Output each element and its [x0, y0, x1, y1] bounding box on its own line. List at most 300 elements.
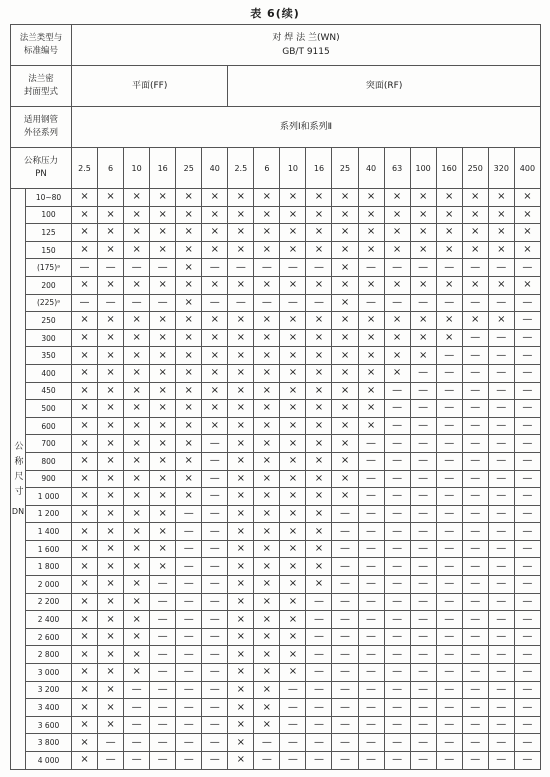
availability-mark: × — [72, 382, 98, 400]
availability-mark: × — [150, 400, 176, 418]
availability-mark: × — [254, 505, 280, 523]
availability-mark: × — [228, 611, 254, 629]
availability-mark: × — [124, 593, 150, 611]
availability-mark: — — [488, 435, 514, 453]
availability-mark: × — [384, 364, 410, 382]
availability-mark: — — [202, 505, 228, 523]
availability-mark: — — [332, 681, 358, 699]
availability-mark: — — [462, 716, 488, 734]
availability-mark: × — [176, 259, 202, 277]
availability-mark: — — [176, 611, 202, 629]
table-row — [11, 628, 541, 646]
pressure-rating-rf: 6 — [254, 148, 280, 189]
availability-mark: — — [124, 699, 150, 717]
availability-mark: — — [384, 611, 410, 629]
availability-mark: × — [228, 417, 254, 435]
availability-mark: × — [332, 452, 358, 470]
availability-mark: — — [150, 681, 176, 699]
availability-mark: — — [488, 646, 514, 664]
availability-mark: × — [332, 329, 358, 347]
availability-mark: × — [124, 276, 150, 294]
availability-mark: — — [150, 752, 176, 770]
table-row — [11, 611, 541, 629]
availability-mark: — — [176, 734, 202, 752]
availability-mark: — — [202, 558, 228, 576]
availability-mark: × — [124, 312, 150, 330]
availability-mark: × — [202, 329, 228, 347]
availability-mark: — — [514, 681, 540, 699]
availability-mark: × — [176, 488, 202, 506]
availability-mark: — — [462, 259, 488, 277]
availability-mark: × — [306, 224, 332, 242]
availability-mark: × — [280, 488, 306, 506]
availability-mark: × — [98, 593, 124, 611]
availability-mark: — — [462, 488, 488, 506]
availability-mark: — — [176, 558, 202, 576]
availability-mark: × — [202, 241, 228, 259]
availability-mark: × — [254, 611, 280, 629]
availability-mark: × — [98, 329, 124, 347]
nominal-size-cell: 700 — [26, 435, 72, 453]
availability-mark: × — [98, 628, 124, 646]
availability-mark: — — [488, 470, 514, 488]
nominal-size-cell: 1 200 — [26, 505, 72, 523]
availability-mark: — — [514, 540, 540, 558]
availability-mark: × — [358, 329, 384, 347]
availability-mark: — — [462, 382, 488, 400]
availability-mark: × — [280, 382, 306, 400]
pipe-series-value: 系列Ⅰ和系列Ⅱ — [72, 107, 541, 148]
pressure-rating-ff: 25 — [176, 148, 202, 189]
availability-mark: — — [410, 470, 436, 488]
availability-mark: × — [228, 435, 254, 453]
nominal-size-cell: 3 800 — [26, 734, 72, 752]
availability-mark: × — [332, 435, 358, 453]
availability-mark: × — [514, 189, 540, 207]
availability-mark: — — [124, 752, 150, 770]
availability-mark: × — [332, 276, 358, 294]
availability-mark: × — [228, 241, 254, 259]
availability-mark: — — [436, 699, 462, 717]
nominal-size-cell: 100 — [26, 206, 72, 224]
availability-mark: × — [280, 470, 306, 488]
availability-mark: — — [150, 259, 176, 277]
availability-mark: — — [462, 734, 488, 752]
availability-mark: × — [436, 312, 462, 330]
availability-mark: — — [462, 752, 488, 770]
availability-mark: — — [150, 593, 176, 611]
availability-mark: — — [410, 364, 436, 382]
availability-mark: — — [514, 734, 540, 752]
availability-mark: — — [488, 364, 514, 382]
availability-mark: × — [332, 189, 358, 207]
availability-mark: × — [72, 611, 98, 629]
availability-mark: × — [462, 312, 488, 330]
availability-mark: × — [384, 206, 410, 224]
availability-mark: × — [98, 646, 124, 664]
availability-mark: × — [332, 206, 358, 224]
availability-mark: × — [306, 347, 332, 365]
availability-mark: — — [410, 452, 436, 470]
availability-mark: × — [306, 312, 332, 330]
availability-mark: × — [98, 241, 124, 259]
availability-mark: × — [98, 681, 124, 699]
availability-mark: × — [254, 241, 280, 259]
availability-mark: × — [280, 276, 306, 294]
header-row-pressure — [11, 148, 541, 189]
table-row — [11, 400, 541, 418]
availability-mark: × — [124, 628, 150, 646]
pipe-series-label: 适用钢管 外径系列 — [11, 107, 72, 148]
availability-mark: — — [306, 664, 332, 682]
availability-mark: — — [124, 259, 150, 277]
availability-mark: × — [72, 576, 98, 594]
availability-mark: — — [358, 470, 384, 488]
availability-mark: × — [202, 189, 228, 207]
availability-mark: — — [332, 628, 358, 646]
availability-mark: × — [332, 364, 358, 382]
availability-mark: — — [98, 752, 124, 770]
table-row — [11, 716, 541, 734]
availability-mark: × — [280, 611, 306, 629]
availability-mark: — — [254, 259, 280, 277]
availability-mark: — — [358, 294, 384, 312]
availability-mark: × — [124, 611, 150, 629]
availability-mark: — — [514, 628, 540, 646]
nominal-size-cell: 3 600 — [26, 716, 72, 734]
availability-mark: × — [280, 576, 306, 594]
availability-mark: × — [72, 452, 98, 470]
header-row-flange-type — [11, 25, 541, 66]
availability-mark: — — [410, 523, 436, 541]
availability-mark: × — [254, 699, 280, 717]
availability-mark: — — [436, 664, 462, 682]
availability-mark: × — [176, 224, 202, 242]
pressure-rating-rf: 100 — [410, 148, 436, 189]
availability-mark: × — [98, 400, 124, 418]
availability-mark: × — [72, 558, 98, 576]
availability-mark: — — [202, 646, 228, 664]
availability-mark: × — [150, 382, 176, 400]
availability-mark: — — [488, 382, 514, 400]
availability-mark: × — [358, 347, 384, 365]
availability-mark: — — [514, 329, 540, 347]
availability-mark: × — [202, 224, 228, 242]
availability-mark: × — [410, 276, 436, 294]
availability-mark: × — [228, 716, 254, 734]
availability-mark: × — [72, 241, 98, 259]
availability-mark: — — [514, 417, 540, 435]
availability-mark: — — [202, 540, 228, 558]
availability-mark: × — [436, 206, 462, 224]
availability-mark: × — [254, 681, 280, 699]
nominal-size-cell: 450 — [26, 382, 72, 400]
availability-mark: — — [384, 505, 410, 523]
availability-mark: — — [488, 488, 514, 506]
availability-mark: — — [488, 329, 514, 347]
availability-mark: — — [514, 505, 540, 523]
availability-mark: × — [124, 241, 150, 259]
pressure-rating-rf: 25 — [332, 148, 358, 189]
availability-mark: — — [462, 505, 488, 523]
availability-mark: × — [98, 558, 124, 576]
availability-mark: — — [150, 699, 176, 717]
availability-mark: — — [514, 382, 540, 400]
nominal-size-cell: 900 — [26, 470, 72, 488]
availability-mark: — — [410, 752, 436, 770]
header-row-pipe-series — [11, 107, 541, 148]
availability-mark: × — [98, 189, 124, 207]
availability-mark: — — [514, 752, 540, 770]
availability-mark: — — [332, 593, 358, 611]
availability-mark: × — [358, 224, 384, 242]
availability-mark: × — [228, 276, 254, 294]
availability-mark: × — [176, 189, 202, 207]
availability-mark: — — [436, 417, 462, 435]
availability-mark: — — [358, 628, 384, 646]
availability-mark: × — [228, 488, 254, 506]
availability-mark: — — [358, 716, 384, 734]
availability-mark: × — [280, 558, 306, 576]
availability-mark: × — [98, 664, 124, 682]
availability-mark: × — [150, 224, 176, 242]
availability-mark: × — [358, 417, 384, 435]
availability-mark: × — [72, 505, 98, 523]
availability-mark: × — [72, 523, 98, 541]
availability-mark: × — [228, 734, 254, 752]
availability-mark: × — [306, 189, 332, 207]
availability-mark: — — [410, 699, 436, 717]
availability-mark: — — [410, 400, 436, 418]
availability-mark: × — [176, 241, 202, 259]
availability-mark: — — [124, 681, 150, 699]
availability-mark: × — [72, 593, 98, 611]
flange-standard-number: GB/T 9115 — [282, 47, 330, 57]
availability-mark: × — [280, 329, 306, 347]
availability-mark: × — [254, 312, 280, 330]
availability-mark: × — [124, 364, 150, 382]
availability-mark: × — [280, 523, 306, 541]
availability-mark: — — [332, 540, 358, 558]
availability-mark: — — [384, 752, 410, 770]
availability-mark: × — [488, 224, 514, 242]
availability-mark: × — [254, 347, 280, 365]
availability-mark: × — [228, 681, 254, 699]
table-row — [11, 259, 541, 277]
availability-mark: — — [202, 576, 228, 594]
availability-mark: × — [202, 312, 228, 330]
availability-mark: × — [306, 400, 332, 418]
availability-mark: — — [436, 400, 462, 418]
availability-mark: × — [228, 189, 254, 207]
availability-mark: — — [228, 259, 254, 277]
availability-mark: × — [176, 400, 202, 418]
availability-mark: — — [358, 593, 384, 611]
availability-mark: — — [462, 593, 488, 611]
availability-mark: × — [332, 400, 358, 418]
availability-mark: — — [436, 716, 462, 734]
availability-mark: — — [98, 259, 124, 277]
availability-mark: × — [280, 452, 306, 470]
availability-mark: × — [202, 364, 228, 382]
availability-mark: × — [98, 435, 124, 453]
availability-mark: — — [436, 752, 462, 770]
availability-mark: — — [462, 646, 488, 664]
availability-mark: — — [280, 699, 306, 717]
nominal-size-cell: 2 800 — [26, 646, 72, 664]
pressure-rating-rf: 63 — [384, 148, 410, 189]
availability-mark: × — [176, 382, 202, 400]
availability-mark: — — [202, 628, 228, 646]
availability-mark: — — [514, 400, 540, 418]
availability-mark: × — [280, 241, 306, 259]
availability-mark: — — [488, 523, 514, 541]
availability-mark: — — [462, 435, 488, 453]
availability-mark: × — [98, 312, 124, 330]
availability-mark: × — [410, 206, 436, 224]
availability-mark: × — [124, 452, 150, 470]
availability-mark: × — [124, 435, 150, 453]
nominal-size-cell: 200 — [26, 276, 72, 294]
availability-mark: — — [462, 540, 488, 558]
availability-mark: × — [306, 505, 332, 523]
availability-mark: × — [72, 329, 98, 347]
availability-mark: — — [332, 558, 358, 576]
availability-mark: — — [384, 734, 410, 752]
availability-mark: × — [72, 628, 98, 646]
availability-mark: × — [98, 523, 124, 541]
availability-mark: × — [176, 452, 202, 470]
availability-mark: × — [98, 540, 124, 558]
availability-mark: × — [306, 558, 332, 576]
availability-mark: × — [332, 241, 358, 259]
availability-mark: — — [124, 716, 150, 734]
availability-mark: — — [358, 576, 384, 594]
availability-mark: — — [410, 664, 436, 682]
availability-mark: × — [124, 347, 150, 365]
availability-mark: — — [462, 400, 488, 418]
availability-mark: — — [410, 259, 436, 277]
availability-mark: × — [254, 470, 280, 488]
availability-mark: — — [514, 699, 540, 717]
availability-mark: × — [332, 294, 358, 312]
availability-mark: × — [462, 241, 488, 259]
availability-mark: — — [488, 628, 514, 646]
availability-mark: — — [202, 523, 228, 541]
availability-mark: — — [384, 716, 410, 734]
availability-mark: × — [124, 646, 150, 664]
availability-mark: — — [488, 593, 514, 611]
availability-mark: — — [514, 294, 540, 312]
availability-mark: × — [228, 646, 254, 664]
pressure-rating-rf: 2.5 — [228, 148, 254, 189]
availability-mark: × — [332, 417, 358, 435]
availability-mark: × — [202, 382, 228, 400]
availability-mark: × — [98, 224, 124, 242]
availability-mark: — — [462, 699, 488, 717]
availability-mark: × — [254, 329, 280, 347]
availability-mark: — — [436, 452, 462, 470]
availability-mark: × — [254, 452, 280, 470]
table-row — [11, 224, 541, 242]
availability-mark: × — [254, 593, 280, 611]
availability-mark: × — [488, 276, 514, 294]
table-row — [11, 752, 541, 770]
availability-mark: × — [228, 206, 254, 224]
availability-mark: — — [488, 347, 514, 365]
availability-mark: — — [358, 699, 384, 717]
availability-mark: × — [384, 329, 410, 347]
availability-mark: — — [410, 382, 436, 400]
nominal-size-cell: 150 — [26, 241, 72, 259]
table-row — [11, 312, 541, 330]
availability-mark: — — [410, 488, 436, 506]
availability-mark: × — [98, 276, 124, 294]
pressure-rating-ff: 10 — [124, 148, 150, 189]
availability-mark: × — [280, 540, 306, 558]
availability-mark: × — [98, 206, 124, 224]
availability-mark: — — [436, 611, 462, 629]
availability-mark: — — [176, 540, 202, 558]
availability-mark: — — [150, 734, 176, 752]
availability-mark: × — [98, 488, 124, 506]
availability-mark: × — [228, 452, 254, 470]
availability-mark: — — [176, 699, 202, 717]
availability-mark: × — [514, 224, 540, 242]
availability-mark: — — [488, 294, 514, 312]
availability-mark: — — [202, 294, 228, 312]
table-row — [11, 294, 541, 312]
table-row — [11, 593, 541, 611]
nominal-size-cell: 500 — [26, 400, 72, 418]
table-caption: 表 6(续) — [250, 7, 300, 20]
availability-mark: × — [72, 224, 98, 242]
availability-mark: — — [228, 294, 254, 312]
availability-mark: — — [514, 664, 540, 682]
nominal-size-cell: 400 — [26, 364, 72, 382]
availability-mark: × — [332, 259, 358, 277]
availability-mark: × — [72, 435, 98, 453]
nominal-size-cell: 350 — [26, 347, 72, 365]
availability-mark: × — [72, 646, 98, 664]
availability-mark: × — [150, 470, 176, 488]
availability-mark: × — [488, 206, 514, 224]
availability-mark: × — [254, 540, 280, 558]
table-row — [11, 576, 541, 594]
availability-mark: × — [358, 276, 384, 294]
nominal-size-cell: 4 000 — [26, 752, 72, 770]
availability-mark: × — [488, 312, 514, 330]
availability-mark: — — [436, 382, 462, 400]
availability-mark: — — [514, 488, 540, 506]
availability-mark: — — [150, 628, 176, 646]
availability-mark: — — [514, 312, 540, 330]
availability-mark: — — [358, 752, 384, 770]
availability-mark: × — [306, 576, 332, 594]
availability-mark: × — [410, 347, 436, 365]
availability-mark: × — [254, 400, 280, 418]
nominal-size-cell: 600 — [26, 417, 72, 435]
pressure-rating-rf: 40 — [358, 148, 384, 189]
table-row — [11, 540, 541, 558]
nominal-size-cell: 250 — [26, 312, 72, 330]
availability-mark: × — [176, 417, 202, 435]
pressure-rating-rf: 10 — [280, 148, 306, 189]
availability-mark: — — [358, 664, 384, 682]
availability-mark: — — [150, 294, 176, 312]
availability-mark: × — [228, 576, 254, 594]
pressure-rating-rf: 320 — [488, 148, 514, 189]
